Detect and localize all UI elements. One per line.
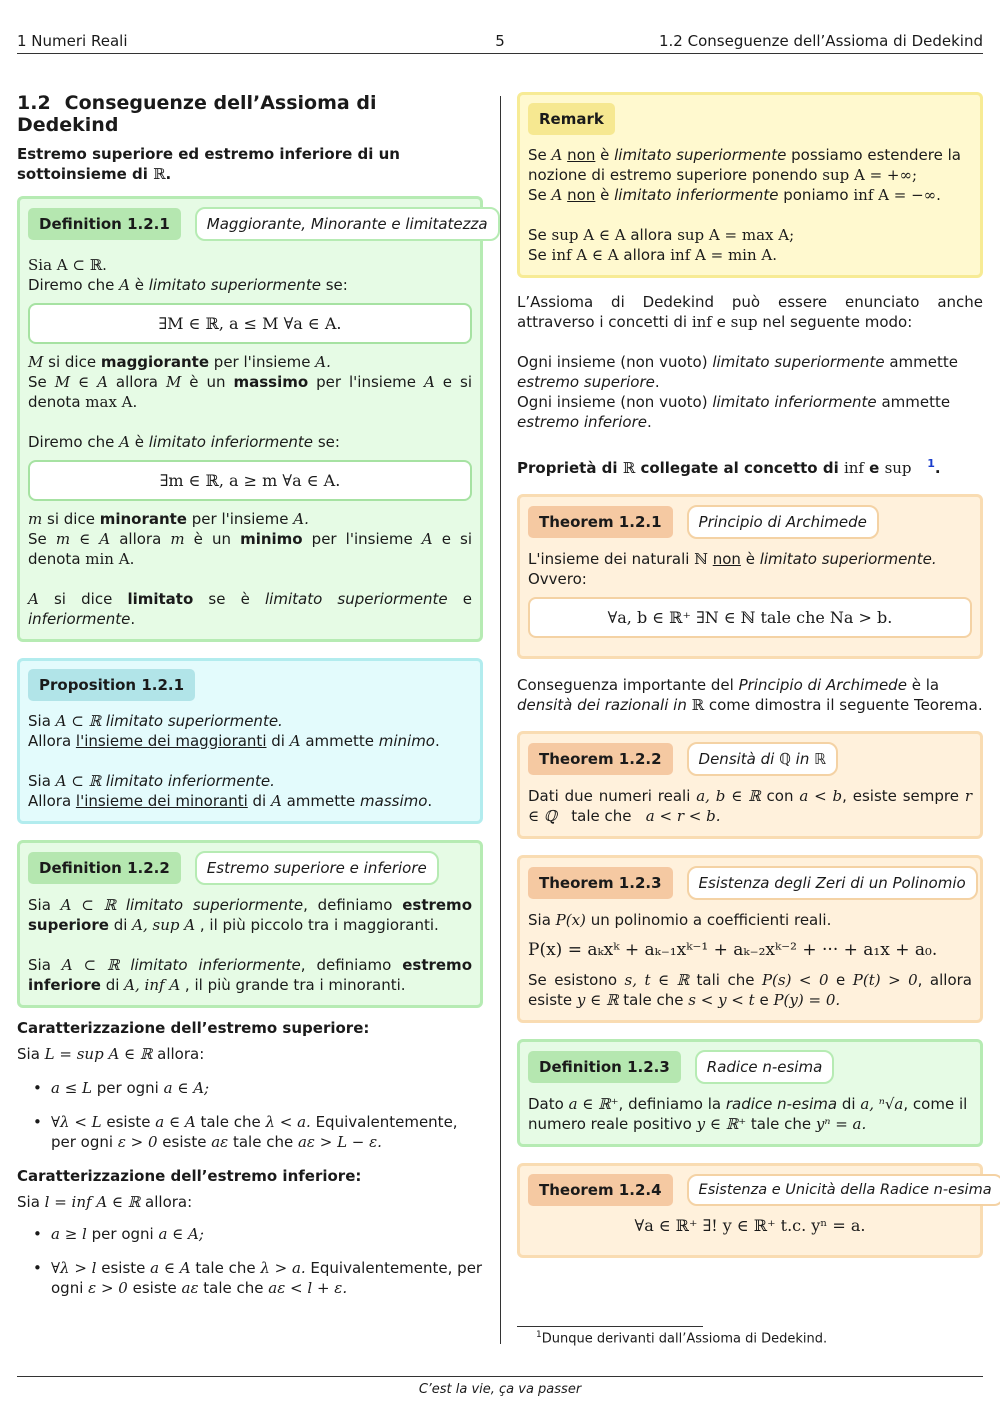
remark-box [517, 92, 983, 278]
def1-line: Diremo che A è limitato inferiormente se: [28, 433, 340, 451]
char-inf-intro: Sia l = inf A ∈ ℝ allora: [17, 1193, 193, 1211]
theorem-1-2-4 [517, 1163, 992, 1258]
theorem-tag: Theorem 1.2.1 [528, 506, 673, 538]
proposition-tag: Proposition 1.2.1 [28, 669, 195, 701]
theorem-1-2-1 [517, 494, 983, 659]
char-sup-heading: Caratterizzazione dell’estremo superiore: [17, 1019, 370, 1037]
def1-line: Diremo che A è limitato superiormente se: [28, 276, 348, 294]
list-item: • ∀λ > l esiste a ∈ A tale che λ > a. Equivalentemente, per ogni ε > 0 esiste aε tale che aε < l + ε. [31, 1258, 483, 1298]
proposition-1-2-1 [17, 658, 483, 824]
prop1-line: Allora l'insieme dei minoranti di A ammette massimo. [28, 792, 433, 810]
footnote: $^1$Dunque derivanti dall’Assioma di Dedekind. [536, 1330, 828, 1347]
thm2-line: Dati due numeri reali a, b ∈ ℝ con a < b, esiste sempre r ∈ ℚ tale che a < r < b. [528, 787, 973, 825]
formula-polynomial: P(x) = aₖxᵏ + aₖ₋₁xᵏ⁻¹ + aₖ₋₂xᵏ⁻² + ··· + a₁x + a₀. [528, 940, 938, 960]
remark-tag: Remark [528, 103, 615, 135]
def1-line: Sia A ⊂ ℝ. [28, 256, 107, 274]
list-item: • ∀λ < L esiste a ∈ A tale che λ < a. Equivalentemente, per ogni ε > 0 esiste aε tale che aε > L − ε. [31, 1112, 483, 1152]
page-footer: C’est la vie, ça va passer [418, 1382, 582, 1397]
remark-line: Se A non è limitato inferiormente poniamo inf A = −∞. [528, 186, 941, 204]
definition-1-2-2 [17, 840, 483, 1008]
theorem-1-2-2 [517, 731, 983, 839]
list-item: • a ≤ L per ogni a ∈ A; [31, 1078, 483, 1098]
thm3-line: Se esistono s, t ∈ ℝ tali che P(s) < 0 e P(t) > 0, allora esiste y ∈ ℝ tale che s < y < t e P(y) = 0. [528, 971, 972, 1009]
section-heading: 1.2 Conseguenze dell’Assioma di Dedekind [17, 92, 377, 136]
definition-1-2-3 [517, 1039, 983, 1147]
definition-tag: Definition 1.2.2 [28, 852, 181, 884]
prop1-line: Allora l'insieme dei maggioranti di A ammette minimo. [28, 732, 440, 750]
formula-nth-root: ∀a ∈ ℝ⁺ ∃! y ∈ ℝ⁺ t.c. yⁿ = a. [634, 1216, 866, 1235]
footnote-rule [517, 1326, 703, 1327]
dedekind-paragraph: L’Assioma di Dedekind può essere enunciato anche attraverso i concetti di inf e sup nel seguente modo: [517, 293, 983, 331]
footnote-reference[interactable]: 1 [927, 457, 935, 470]
theorem-tag: Theorem 1.2.3 [528, 867, 673, 899]
remark-line: Se A non è limitato superiormente possiamo estendere la nozione di estremo superiore ponendo sup A = +∞; [528, 146, 961, 184]
formula-lower-bound: ∃m ∈ ℝ, a ≥ m ∀a ∈ A. [28, 460, 472, 501]
prop1-line: Sia A ⊂ ℝ limitato superiormente. [28, 712, 283, 730]
theorem-1-2-3 [517, 855, 983, 1023]
thm1-line: L'insieme dei naturali ℕ non è limitato superiormente. [528, 550, 937, 568]
footer-rule [17, 1376, 983, 1377]
def2-line: Sia A ⊂ ℝ limitato superiormente, definiamo estremo superiore di A, sup A , il più piccolo tra i maggioranti. [28, 896, 472, 934]
dedekind-sup-statement: Ogni insieme (non vuoto) limitato superiormente ammette estremo superiore. [517, 353, 958, 391]
definition-title: Radice n-esima [695, 1050, 834, 1084]
def1-line: M si dice maggiorante per l'insieme A. [28, 353, 331, 371]
char-inf-heading: Caratterizzazione dell’estremo inferiore: [17, 1167, 362, 1185]
prop1-line: Sia A ⊂ ℝ limitato inferiormente. [28, 772, 275, 790]
header-chapter: 1 Numeri Reali [17, 32, 128, 50]
header-section: 1.2 Conseguenze dell’Assioma di Dedekind [659, 32, 983, 50]
list-item: • a ≥ l per ogni a ∈ A; [31, 1224, 483, 1244]
section-subtitle: Estremo superiore ed estremo inferiore di un sottoinsieme di ℝ. [17, 145, 400, 183]
theorem-title: Principio di Archimede [687, 505, 879, 539]
consequence-paragraph: Conseguenza importante del Principio di Archimede è la densità dei razionali in ℝ come dimostra il seguente Teorema. [517, 676, 983, 714]
def1-line: A si dice limitato se è limitato superiormente e inferiormente. [28, 590, 473, 628]
column-divider [500, 96, 501, 1344]
properties-heading: Proprietà di ℝ collegate al concetto di inf e sup $^1$. [517, 457, 941, 477]
def1-line: Se m ∈ A allora m è un minimo per l'insieme A e si denota min A. [28, 530, 472, 568]
formula-upper-bound: ∃M ∈ ℝ, a ≤ M ∀a ∈ A. [28, 303, 472, 344]
remark-line: Se inf A ∈ A allora inf A = min A. [528, 246, 777, 264]
def2-line: Sia A ⊂ ℝ limitato inferiormente, definiamo estremo inferiore di A, inf A , il più grande tra i minoranti. [28, 956, 472, 994]
theorem-title: Densità di ℚ in ℝ [687, 742, 838, 776]
char-sup-list [17, 1078, 483, 1152]
theorem-title: Esistenza degli Zeri di un Polinomio [687, 866, 978, 900]
page-header [17, 30, 983, 54]
dedekind-inf-statement: Ogni insieme (non vuoto) limitato inferiormente ammette estremo inferiore. [517, 393, 951, 431]
remark-line: Se sup A ∈ A allora sup A = max A; [528, 226, 795, 244]
def1-line: m si dice minorante per l'insieme A. [28, 510, 309, 528]
left-column [17, 92, 488, 1312]
definition-tag: Definition 1.2.1 [28, 208, 181, 240]
def3-line: Dato a ∈ ℝ⁺, definiamo la radice n-esima di a, ⁿ√a, come il numero reale positivo y ∈ ℝ⁺ tale che yⁿ = a. [528, 1095, 968, 1133]
thm1-line: Ovvero: [528, 570, 587, 588]
theorem-tag: Theorem 1.2.4 [528, 1174, 673, 1206]
header-page-number: 5 [495, 32, 505, 50]
theorem-tag: Theorem 1.2.2 [528, 743, 673, 775]
definition-title: Estremo superiore e inferiore [195, 851, 439, 885]
def1-line: Se M ∈ A allora M è un massimo per l'insieme A e si denota max A. [28, 373, 472, 411]
formula-archimede: ∀a, b ∈ ℝ⁺ ∃N ∈ ℕ tale che Na > b. [528, 597, 972, 638]
thm3-line: Sia P(x) un polinomio a coefficienti reali. [528, 911, 832, 929]
char-inf-list [17, 1224, 483, 1298]
definition-1-2-1 [17, 196, 488, 642]
theorem-title: Esistenza e Unicità della Radice n-esima [687, 1174, 1000, 1206]
char-sup-intro: Sia L = sup A ∈ ℝ allora: [17, 1045, 205, 1063]
definition-title: Maggiorante, Minorante e limitatezza [195, 207, 500, 241]
definition-tag: Definition 1.2.3 [528, 1051, 681, 1083]
right-column [517, 92, 992, 1274]
